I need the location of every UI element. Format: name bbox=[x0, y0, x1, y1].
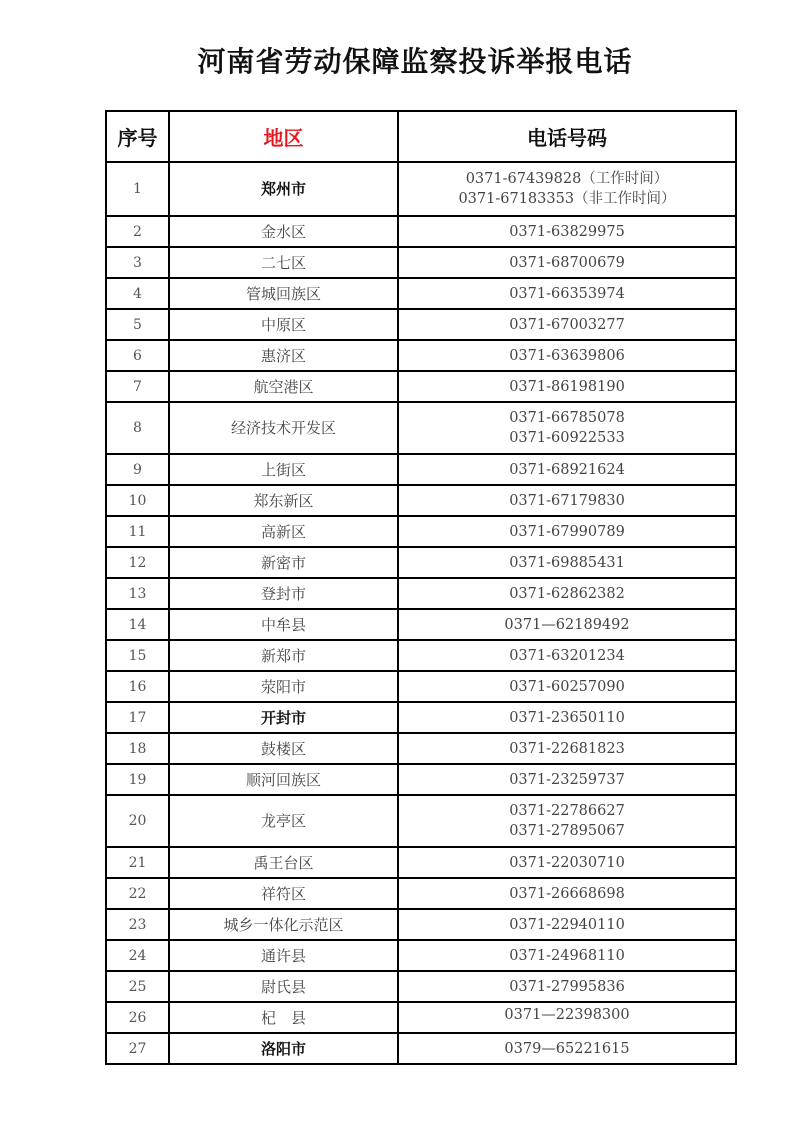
table-row bbox=[106, 278, 736, 309]
phone-number: 0371-23650110 bbox=[509, 709, 625, 726]
phone-number: 0371-67179830 bbox=[509, 492, 625, 509]
phone-number: 0371-67990789 bbox=[509, 523, 625, 540]
table-row bbox=[106, 485, 736, 516]
row-phone bbox=[398, 764, 736, 795]
table-row bbox=[106, 640, 736, 671]
row-region: 管城回族区 bbox=[169, 278, 398, 309]
row-index: 20 bbox=[106, 795, 169, 847]
row-index: 27 bbox=[106, 1033, 169, 1064]
row-phone bbox=[398, 485, 736, 516]
row-index: 12 bbox=[106, 547, 169, 578]
row-phone bbox=[398, 309, 736, 340]
phone-number: 0371-66353974 bbox=[509, 285, 625, 302]
row-index: 25 bbox=[106, 971, 169, 1002]
table-row bbox=[106, 971, 736, 1002]
row-index: 6 bbox=[106, 340, 169, 371]
row-region: 洛阳市 bbox=[169, 1033, 398, 1064]
table-row bbox=[106, 878, 736, 909]
row-phone bbox=[398, 640, 736, 671]
phone-number: 0371-67439828（工作时间） bbox=[465, 171, 669, 187]
row-phone bbox=[398, 702, 736, 733]
row-phone bbox=[398, 162, 736, 216]
phone-number: 0371-67183353（非工作时间） bbox=[458, 191, 676, 207]
row-index: 3 bbox=[106, 247, 169, 278]
row-region: 城乡一体化示范区 bbox=[169, 909, 398, 940]
phone-number: 0371-69885431 bbox=[509, 554, 625, 571]
table-row bbox=[106, 516, 736, 547]
row-phone bbox=[398, 402, 736, 454]
row-index: 21 bbox=[106, 847, 169, 878]
phone-number: 0371-63201234 bbox=[509, 647, 625, 664]
row-region: 祥符区 bbox=[169, 878, 398, 909]
table-row bbox=[106, 578, 736, 609]
table-row bbox=[106, 247, 736, 278]
row-phone bbox=[398, 940, 736, 971]
phone-number: 0371-62862382 bbox=[509, 585, 625, 602]
row-region: 顺河回族区 bbox=[169, 764, 398, 795]
phone-number: 0371-67003277 bbox=[509, 316, 625, 333]
row-region: 上街区 bbox=[169, 454, 398, 485]
row-phone bbox=[398, 909, 736, 940]
row-region: 登封市 bbox=[169, 578, 398, 609]
table-row bbox=[106, 1033, 736, 1064]
row-phone bbox=[398, 795, 736, 847]
row-phone bbox=[398, 516, 736, 547]
row-region: 新密市 bbox=[169, 547, 398, 578]
row-phone bbox=[398, 671, 736, 702]
row-index: 17 bbox=[106, 702, 169, 733]
column-header-region: 地区 bbox=[169, 111, 398, 162]
table-row bbox=[106, 547, 736, 578]
row-phone bbox=[398, 247, 736, 278]
table-row bbox=[106, 764, 736, 795]
row-region: 新郑市 bbox=[169, 640, 398, 671]
phone-number: 0371-24968110 bbox=[509, 947, 625, 964]
row-region: 金水区 bbox=[169, 216, 398, 247]
phone-number: 0371-27995836 bbox=[509, 978, 625, 995]
phone-number: 0371-23259737 bbox=[509, 771, 625, 788]
phone-number: 0371-22030710 bbox=[509, 854, 625, 871]
row-region: 尉氏县 bbox=[169, 971, 398, 1002]
row-region: 高新区 bbox=[169, 516, 398, 547]
row-region: 禹王台区 bbox=[169, 847, 398, 878]
phone-number: 0371-68700679 bbox=[509, 254, 625, 271]
table-row bbox=[106, 795, 736, 847]
row-region: 鼓楼区 bbox=[169, 733, 398, 764]
phone-number: 0371-60257090 bbox=[509, 678, 625, 695]
row-phone bbox=[398, 1002, 736, 1033]
table-row bbox=[106, 909, 736, 940]
phone-number: 0371-22940110 bbox=[509, 916, 625, 933]
table-row bbox=[106, 671, 736, 702]
row-index: 13 bbox=[106, 578, 169, 609]
table-row bbox=[106, 309, 736, 340]
table-row bbox=[106, 940, 736, 971]
table-row bbox=[106, 371, 736, 402]
table-row bbox=[106, 340, 736, 371]
phone-number: 0371—22398300 bbox=[504, 1007, 630, 1023]
row-region: 杞 县 bbox=[169, 1002, 398, 1033]
row-region: 二七区 bbox=[169, 247, 398, 278]
table-header-row bbox=[106, 111, 736, 162]
row-index: 5 bbox=[106, 309, 169, 340]
phone-number: 0371-63639806 bbox=[509, 347, 625, 364]
row-index: 11 bbox=[106, 516, 169, 547]
row-phone bbox=[398, 847, 736, 878]
row-index: 15 bbox=[106, 640, 169, 671]
table-row bbox=[106, 1002, 736, 1033]
row-index: 1 bbox=[106, 162, 169, 216]
row-index: 4 bbox=[106, 278, 169, 309]
table-row bbox=[106, 702, 736, 733]
phone-number: 0371-63829975 bbox=[509, 223, 625, 240]
phone-number: 0371-60922533 bbox=[509, 430, 625, 446]
row-index: 18 bbox=[106, 733, 169, 764]
row-phone bbox=[398, 216, 736, 247]
row-index: 9 bbox=[106, 454, 169, 485]
row-index: 8 bbox=[106, 402, 169, 454]
row-phone bbox=[398, 340, 736, 371]
row-phone bbox=[398, 609, 736, 640]
phone-number: 0371-86198190 bbox=[509, 378, 625, 395]
row-region: 中牟县 bbox=[169, 609, 398, 640]
page-title: 河南省劳动保障监察投诉举报电话 bbox=[197, 45, 633, 78]
phone-number: 0371-26668698 bbox=[509, 885, 625, 902]
column-header-index: 序号 bbox=[106, 111, 169, 162]
row-index: 19 bbox=[106, 764, 169, 795]
row-phone bbox=[398, 733, 736, 764]
phone-number: 0371-66785078 bbox=[509, 410, 625, 426]
row-index: 2 bbox=[106, 216, 169, 247]
row-phone bbox=[398, 454, 736, 485]
row-phone bbox=[398, 278, 736, 309]
row-phone bbox=[398, 578, 736, 609]
row-phone bbox=[398, 371, 736, 402]
row-region: 开封市 bbox=[169, 702, 398, 733]
phone-number: 0371-68921624 bbox=[509, 461, 625, 478]
table-body bbox=[106, 162, 736, 1064]
row-phone bbox=[398, 547, 736, 578]
phone-number: 0371—62189492 bbox=[504, 616, 630, 633]
table-row bbox=[106, 454, 736, 485]
row-region: 郑州市 bbox=[169, 162, 398, 216]
column-header-phone: 电话号码 bbox=[398, 111, 736, 162]
table-row bbox=[106, 609, 736, 640]
phone-number: 0379—65221615 bbox=[504, 1040, 630, 1057]
row-region: 航空港区 bbox=[169, 371, 398, 402]
row-phone bbox=[398, 878, 736, 909]
complaint-phone-table bbox=[105, 110, 737, 1065]
row-index: 26 bbox=[106, 1002, 169, 1033]
row-index: 24 bbox=[106, 940, 169, 971]
table-row bbox=[106, 733, 736, 764]
row-region: 通许县 bbox=[169, 940, 398, 971]
row-region: 惠济区 bbox=[169, 340, 398, 371]
row-region: 郑东新区 bbox=[169, 485, 398, 516]
row-index: 16 bbox=[106, 671, 169, 702]
row-index: 23 bbox=[106, 909, 169, 940]
phone-number: 0371-22681823 bbox=[509, 740, 625, 757]
row-region: 荥阳市 bbox=[169, 671, 398, 702]
row-region: 经济技术开发区 bbox=[169, 402, 398, 454]
row-phone bbox=[398, 971, 736, 1002]
row-region: 中原区 bbox=[169, 309, 398, 340]
table-row bbox=[106, 162, 736, 216]
row-region: 龙亭区 bbox=[169, 795, 398, 847]
table-row bbox=[106, 402, 736, 454]
table-row bbox=[106, 847, 736, 878]
table-row bbox=[106, 216, 736, 247]
row-index: 7 bbox=[106, 371, 169, 402]
row-index: 14 bbox=[106, 609, 169, 640]
row-index: 22 bbox=[106, 878, 169, 909]
row-phone bbox=[398, 1033, 736, 1064]
row-index: 10 bbox=[106, 485, 169, 516]
phone-number: 0371-27895067 bbox=[509, 823, 625, 839]
phone-number: 0371-22786627 bbox=[509, 803, 625, 819]
